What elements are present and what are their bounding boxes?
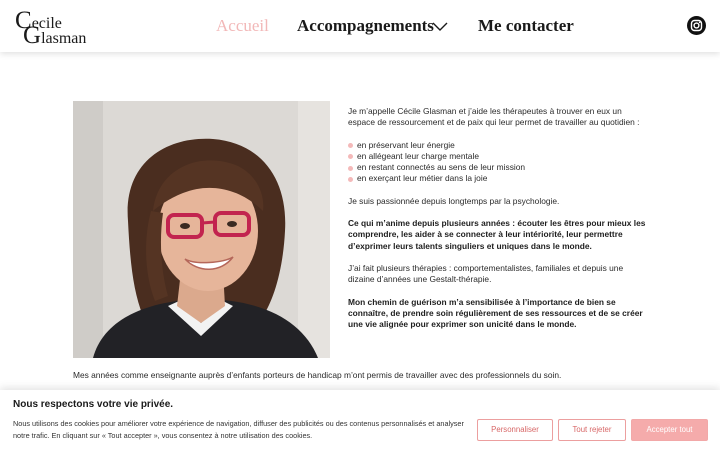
logo-initial-c: C [15,7,32,34]
passion-paragraph: Je suis passionnée depuis longtemps par la psychologie. [348,195,560,206]
nav-accompaniments-link[interactable]: Accompagnements [297,16,434,35]
portrait-illustration [73,101,330,358]
site-header [0,0,720,52]
therapies-paragraph: J’ai fait plusieurs thérapies : comportementalistes, familiales et depuis une dizaine d’années une Gestalt-thérapie. [348,262,624,285]
nav-contact-link[interactable]: Me contacter [478,16,574,35]
list-item: en exerçant leur métier dans la joie [348,173,650,184]
logo-text-lasman: lasman [41,30,87,47]
portrait-photo [73,101,330,358]
list-item: en restant connectés au sens de leur mission [348,162,650,173]
instagram-icon[interactable] [687,16,706,35]
motivation-paragraph: Ce qui m’anime depuis plusieurs années : écouter les êtres pour mieux les comprendre, les aider à se connecter à leur intériorité, leur permettre d’exprimer leurs talents singuliers et uniques dans le monde. [348,218,646,251]
site-logo[interactable] [15,7,105,49]
nav-home-link[interactable]: Accueil [216,16,269,35]
teaching-paragraph: Mes années comme enseignante auprès d’enfants porteurs de handicap m’ont permis de travailler avec des professionnels du soin. [73,370,562,380]
cookie-banner [0,390,720,450]
logo-text-ecile: ecile [31,15,62,32]
healing-paragraph: Mon chemin de guérison m’a sensibilisée à l’importance de bien se connaître, de prendre soin régulièrement de ses ressources et de se créer une vie alignée pour exprimer son unicité dans le monde. [348,296,643,330]
list-item: en préservant leur énergie [348,140,650,151]
about-text [348,106,650,341]
accept-all-button[interactable]: Accepter tout [631,419,708,441]
list-item: en allégeant leur charge mentale [348,151,650,162]
chevron-down-icon[interactable] [432,22,448,32]
cookie-title: Nous respectons votre vie privée. [13,399,174,410]
customize-button[interactable]: Personnaliser [477,419,553,441]
benefits-list [348,140,650,185]
logo-line-2 [23,23,86,48]
reject-all-button[interactable]: Tout rejeter [558,419,626,441]
intro-paragraph: Je m’appelle Cécile Glasman et j’aide les thérapeutes à trouver en eux un espace de ressourcement et de paix qui leur permet de travailler au quotidien : [348,106,640,128]
logo-initial-g: G [23,22,42,49]
cookie-description: Nous utilisons des cookies pour améliorer votre expérience de navigation, diffuser des publicités ou des contenus personnalisés et analyser notre trafic. En cliquant sur « Tout accepter », vous consentez à notre utilisation des cookies. [13,419,464,440]
